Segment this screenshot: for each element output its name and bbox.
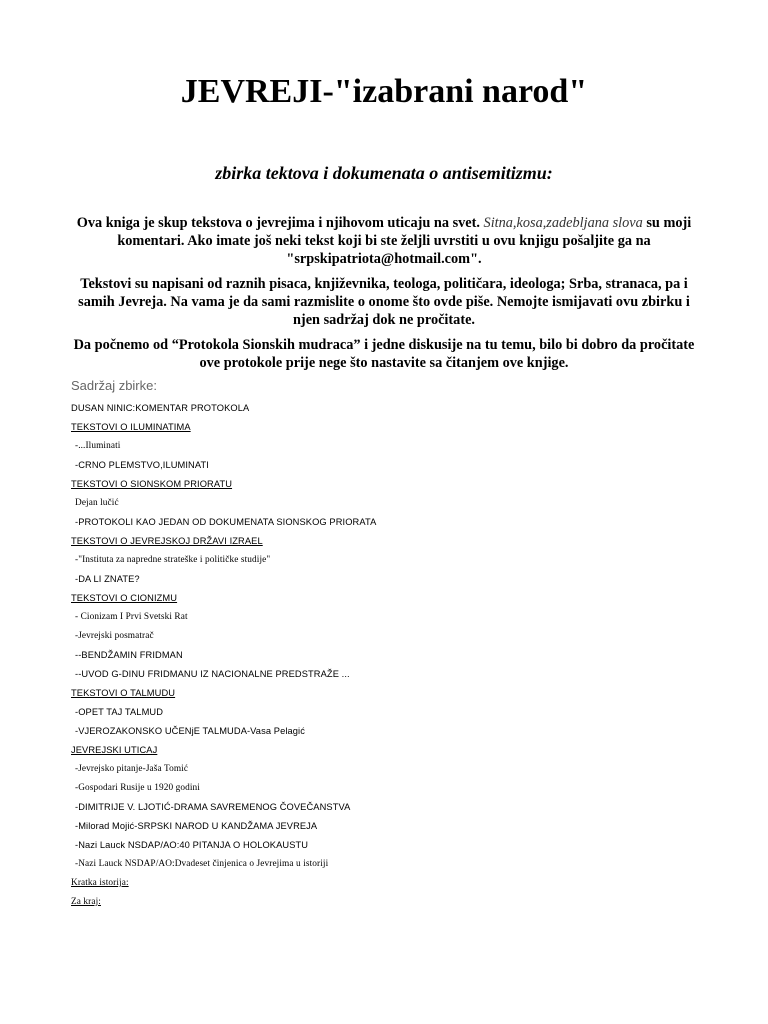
toc-subentry: - Cionizam I Prvi Svetski Rat (75, 612, 188, 622)
intro-paragraph-2: Tekstovi su napisani od raznih pisaca, književnika, teologa, političara, ideologa; Srba, stranaca, pa i samih Jevreja. Na vama je da sami razmislite o onome što ovde piše. Nemojte ismijavati ovu zbirku i njen sadržaj dok ne pročitate. (78, 276, 690, 328)
toc-subentry: -DA LI ZNATE? (75, 574, 140, 584)
toc-subentry: -OPET TAJ TALMUD (75, 707, 164, 717)
toc-list (71, 399, 711, 912)
toc-section-link[interactable]: TEKSTOVI O ILUMINATIMA (71, 422, 191, 432)
toc-section-link[interactable]: TEKSTOVI O SIONSKOM PRIORATU (71, 479, 233, 489)
toc-section-link[interactable]: TEKSTOVI O TALMUDU (71, 688, 176, 698)
toc-subentry: -Nazi Lauck NSDAP/AO:40 PITANJA O HOLOKAUSTU (75, 840, 309, 850)
toc-subentry: -VJEROZAKONSKO UČENjE TALMUDA-Vasa Pelagić (75, 726, 305, 736)
toc-section-link[interactable]: TEKSTOVI O JEVREJSKOJ DRŽAVI IZRAEL (71, 536, 263, 546)
document-title: JEVREJI-"izabrani narod" (180, 73, 588, 110)
intro-text-start: Ova kniga je skup tekstova o jevrejima i njihovom uticaju na svet. (76, 215, 484, 231)
intro-emphasis: Sitna,kosa,zadebljana slova (483, 215, 643, 231)
toc-subentry: -DIMITRIJE V. LJOTIĆ-DRAMA SAVREMENOG ČOVEČANSTVA (75, 802, 351, 812)
toc-subentry: -Gospodari Rusije u 1920 godini (75, 783, 200, 793)
toc-subentry: -Jevrejski posmatrač (75, 631, 154, 641)
intro-paragraph-3: Da počnemo od “Protokola Sionskih mudraca” i jedne diskusije na tu temu, bilo bi dobro da pročitate ove protokole prije nege što nastavite sa čitanjem ove knjige. (73, 337, 695, 371)
toc-subentry: --UVOD G-DINU FRIDMANU IZ NACIONALNE PREDSTRAŽE ... (75, 669, 350, 679)
toc-heading: Sadržaj zbirke: (71, 378, 157, 393)
toc-subentry: -Nazi Lauck NSDAP/AO:Dvadeset činjenica o Jevrejima u istoriji (75, 859, 329, 869)
toc-subentry: -PROTOKOLI KAO JEDAN OD DOKUMENATA SIONSKOG PRIORATA (75, 517, 377, 527)
toc-subentry: -CRNO PLEMSTVO,ILUMINATI (75, 460, 209, 470)
toc-section-link[interactable]: TEKSTOVI O CIONIZMU (71, 593, 178, 603)
toc-section-link[interactable]: Kratka istorija: (71, 878, 129, 888)
toc-subentry: Dejan lučić (75, 498, 119, 508)
intro-text-end: su moji komentari. Ako imate još neki tekst koji bi ste željli uvrstiti u ovu knjigu pošaljite ga na "srpskipatriota@hotmail.com". (117, 215, 692, 267)
toc-subentry: -Milorad Mojić-SRPSKI NAROD U KANDŽAMA JEVREJA (75, 821, 318, 831)
toc-section-link[interactable]: JEVREJSKI UTICAJ (71, 745, 158, 755)
table-of-contents (71, 377, 711, 912)
toc-entry: DUSAN NINIC:KOMENTAR PROTOKOLA (71, 403, 250, 413)
toc-subentry: --BENDŽAMIN FRIDMAN (75, 650, 183, 660)
toc-section-link[interactable]: Za kraj: (71, 897, 101, 907)
document-subtitle: zbirka tektova i dokumenata o antisemitizmu: (215, 163, 553, 183)
toc-subentry: -Jevrejsko pitanje-Jaša Tomić (75, 764, 189, 774)
intro-section (72, 214, 696, 379)
intro-paragraph-1 (72, 214, 696, 268)
toc-subentry: -"Instituta za napredne strateške i političke studije" (75, 555, 271, 565)
toc-subentry: -...Iluminati (75, 441, 121, 451)
